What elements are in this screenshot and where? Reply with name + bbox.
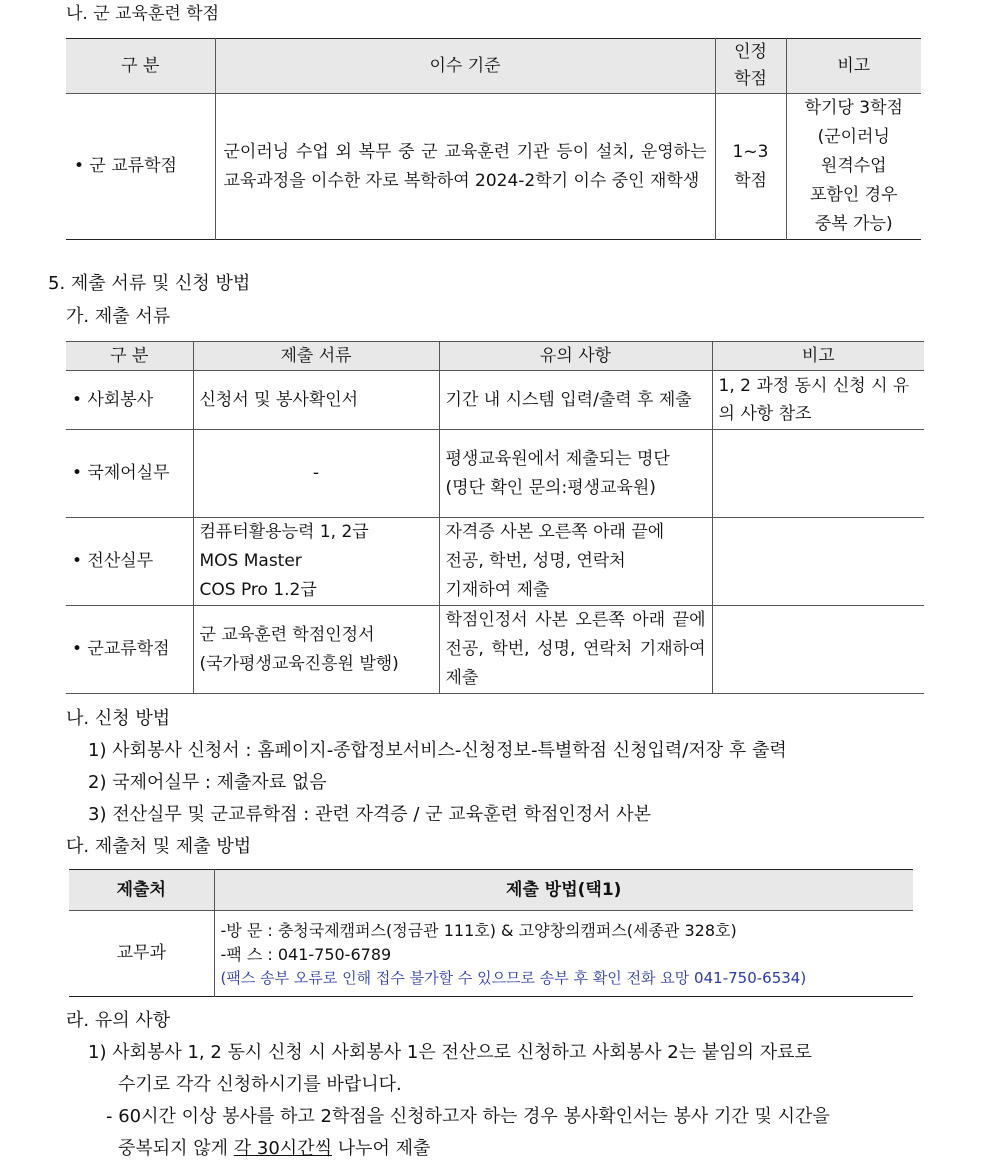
method-item-2: 2) 국제어실무 : 제출자료 없음 bbox=[88, 772, 327, 793]
table-row bbox=[66, 371, 924, 430]
notice-1-line-2: 수기로 각각 신청하시기를 바랍니다. bbox=[118, 1074, 402, 1095]
row-remark bbox=[712, 606, 924, 694]
row-notes: 기간 내 시스템 입력/출력 후 제출 bbox=[439, 371, 712, 430]
documents-table bbox=[66, 341, 924, 694]
method-item-3: 3) 전산실무 및 군교류학점 : 관련 자격증 / 군 교육훈련 학점인정서 사본 bbox=[88, 804, 652, 825]
header-category: 구 분 bbox=[66, 39, 215, 94]
header-note: 비고 bbox=[786, 39, 921, 94]
notice-2-text-before: 중복되지 않게 bbox=[118, 1138, 229, 1159]
section-5-title: 5. 제출 서류 및 신청 방법 bbox=[48, 273, 251, 294]
cell-criteria: 군이러닝 수업 외 복무 중 군 교육훈련 기관 등이 설치, 운영하는 교육과정을 이수한 자로 복학하여 2024-2학기 이수 중인 재학생 bbox=[215, 94, 715, 240]
cell-credits: 1~3 학점 bbox=[715, 94, 786, 240]
section-ga-title: 가. 제출 서류 bbox=[66, 306, 171, 327]
row-docs: 컴퓨터활용능력 1, 2급 MOS Master COS Pro 1.2급 bbox=[193, 518, 439, 606]
row-category: • 사회봉사 bbox=[66, 371, 193, 430]
heading-military-training: 나. 군 교육훈련 학점 bbox=[66, 4, 219, 24]
row-notes: 자격증 사본 오른쪽 아래 끝에 전공, 학번, 성명, 연락처 기재하여 제출 bbox=[439, 518, 712, 606]
row-remark bbox=[712, 430, 924, 518]
header-category: 구 분 bbox=[66, 342, 193, 371]
header-place: 제출처 bbox=[69, 870, 214, 911]
cell-place: 교무과 bbox=[116, 943, 166, 963]
row-docs: - bbox=[193, 430, 439, 518]
military-credit-table bbox=[66, 38, 921, 240]
header-remark: 비고 bbox=[712, 342, 924, 371]
row-category: • 군교류학점 bbox=[66, 606, 193, 694]
header-method: 제출 방법(택1) bbox=[214, 870, 913, 911]
visit-method: -방 문 : 충청국제캠퍼스(정금관 111호) & 고양창의캠퍼스(세종관 328호) bbox=[220, 920, 737, 940]
cell-category: • 군 교류학점 bbox=[66, 94, 215, 240]
notice-2-line-2 bbox=[118, 1137, 430, 1161]
section-da-title: 다. 제출처 및 제출 방법 bbox=[66, 836, 252, 857]
header-credits: 인정 학점 bbox=[715, 39, 786, 94]
row-remark: 1, 2 과정 동시 신청 시 유의 사항 참조 bbox=[712, 371, 924, 430]
notice-1-line-1: 1) 사회봉사 1, 2 동시 신청 시 사회봉사 1은 전산으로 신청하고 사회봉사 2는 붙임의 자료로 bbox=[88, 1042, 812, 1063]
row-category: • 전산실무 bbox=[66, 518, 193, 606]
table-row bbox=[66, 518, 924, 606]
notice-2-line-1: - 60시간 이상 봉사를 하고 2학점을 신청하고자 하는 경우 봉사확인서는 봉사 기간 및 시간을 bbox=[106, 1106, 830, 1127]
row-docs: 신청서 및 봉사확인서 bbox=[193, 371, 439, 430]
table-row bbox=[66, 606, 924, 694]
fax-note: (팩스 송부 오류로 인해 접수 불가할 수 있으므로 송부 후 확인 전화 요망 041-750-6534) bbox=[220, 968, 807, 987]
method-item-1: 1) 사회봉사 신청서 : 홈페이지-종합정보서비스-신청정보-특별학점 신청입력/저장 후 출력 bbox=[88, 740, 787, 761]
section-ra-title: 라. 유의 사항 bbox=[66, 1010, 171, 1031]
row-docs: 군 교육훈련 학점인정서 (국가평생교육진흥원 발행) bbox=[193, 606, 439, 694]
row-remark bbox=[712, 518, 924, 606]
cell-note: 학기당 3학점 (군이러닝 원격수업 포함인 경우 중복 가능) bbox=[786, 94, 921, 240]
fax-method: -팩 스 : 041-750-6789 bbox=[220, 944, 392, 964]
header-docs: 제출 서류 bbox=[193, 342, 439, 371]
header-notes: 유의 사항 bbox=[439, 342, 712, 371]
table-row bbox=[66, 430, 924, 518]
notice-2-text-after: 나누어 제출 bbox=[337, 1138, 431, 1159]
notice-2-underlined-text: 각 30시간씩 bbox=[233, 1138, 332, 1159]
row-category: • 국제어실무 bbox=[66, 430, 193, 518]
row-notes: 평생교육원에서 제출되는 명단 (명단 확인 문의:평생교육원) bbox=[439, 430, 712, 518]
submission-table bbox=[69, 869, 913, 997]
section-na-title: 나. 신청 방법 bbox=[66, 708, 171, 729]
header-criteria: 이수 기준 bbox=[215, 39, 715, 94]
row-notes: 학점인정서 사본 오른쪽 아래 끝에 전공, 학번, 성명, 연락처 기재하여 제출 bbox=[439, 606, 712, 694]
